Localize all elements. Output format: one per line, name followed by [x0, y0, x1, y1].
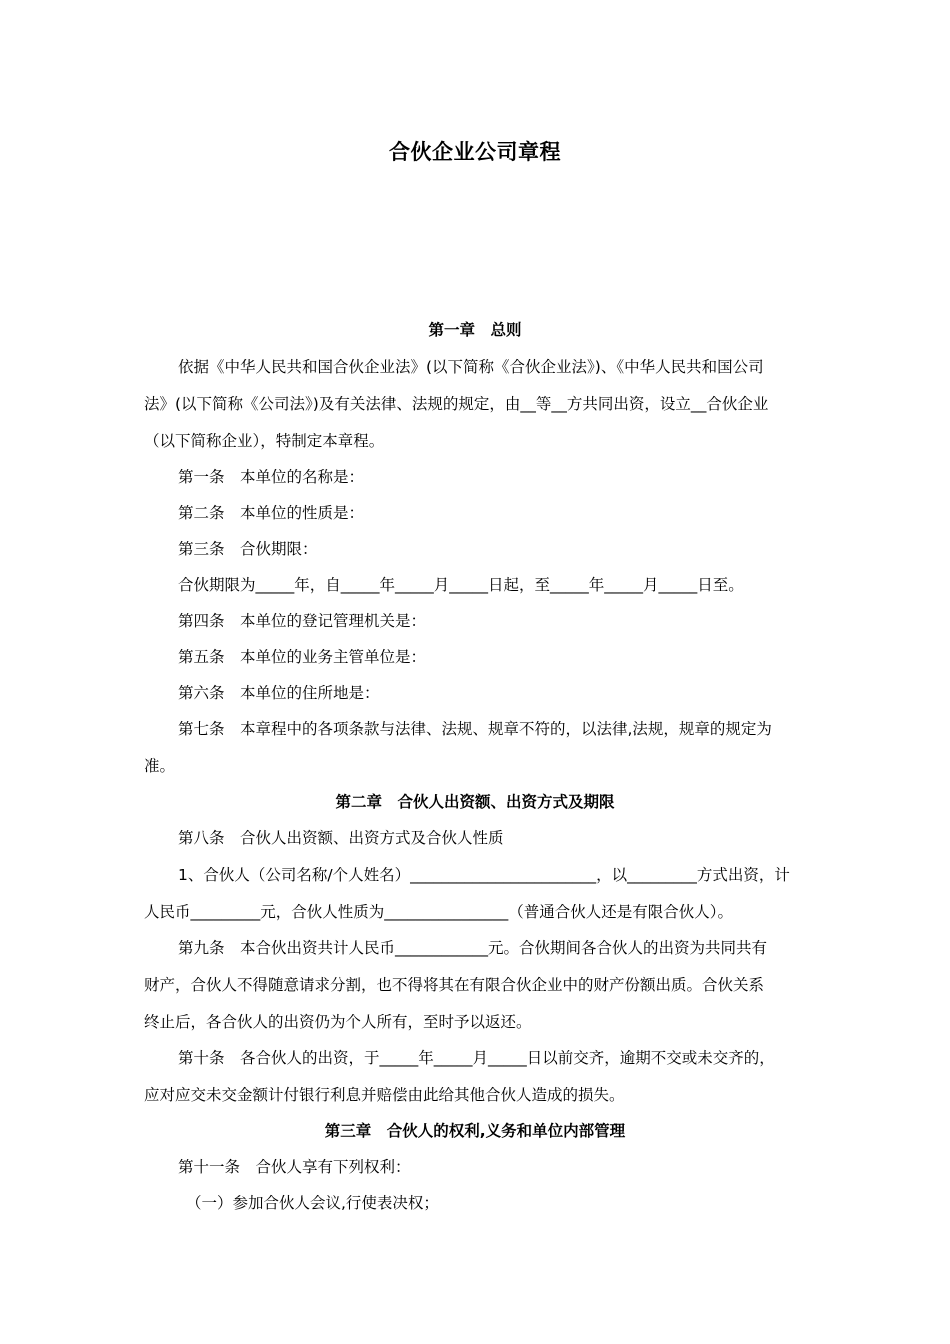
- article-3-term: 合伙期限为_____年，自_____年_____月_____日起，至_____年_____月_____日至。: [178, 576, 744, 594]
- article-7-line-1: 第七条 本章程中的各项条款与法律、法规、规章不符的，以法律,法规，规章的规定为: [178, 720, 772, 738]
- article-7-line-2: 准。: [144, 757, 176, 775]
- article-8-item-1-line-1: 1、合伙人（公司名称/个人姓名）________________________，以_________方式出资，计: [178, 866, 790, 884]
- article-9-line-1: 第九条 本合伙出资共计人民币____________元。合伙期间各合伙人的出资为共同共有: [178, 939, 768, 957]
- document-title: 合伙企业公司章程: [389, 140, 561, 164]
- article-10-line-1: 第十条 各合伙人的出资，于_____年_____月_____日以前交齐，逾期不交或未交齐的，: [178, 1049, 775, 1067]
- article-8: 第八条 合伙人出资额、出资方式及合伙人性质: [178, 829, 504, 847]
- article-3: 第三条 合伙期限：: [178, 540, 318, 558]
- article-2: 第二条 本单位的性质是：: [178, 504, 365, 522]
- chapter-3-heading: 第三章 合伙人的权利,义务和单位内部管理: [324, 1122, 626, 1140]
- preamble-line-3: （以下简称企业），特制定本章程。: [144, 432, 385, 450]
- article-1: 第一条 本单位的名称是：: [178, 468, 365, 486]
- chapter-1-heading: 第一章 总则: [428, 321, 522, 339]
- article-11-item-1: （一）参加合伙人会议,行使表决权；: [186, 1194, 439, 1212]
- chapter-2-heading: 第二章 合伙人出资额、出资方式及期限: [335, 793, 615, 811]
- article-9-line-3: 终止后，各合伙人的出资仍为个人所有，至时予以返还。: [144, 1013, 532, 1031]
- article-4: 第四条 本单位的登记管理机关是：: [178, 612, 427, 630]
- article-11: 第十一条 合伙人享有下列权利：: [178, 1158, 411, 1176]
- preamble-line-2: 法》(以下简称《公司法》)及有关法律、法规的规定，由__等__方共同出资，设立__合伙企业: [144, 395, 769, 413]
- preamble-line-1: 依据《中华人民共和国合伙企业法》(以下简称《合伙企业法》)、《中华人民共和国公司: [178, 358, 764, 376]
- article-5: 第五条 本单位的业务主管单位是：: [178, 648, 427, 666]
- article-6: 第六条 本单位的住所地是：: [178, 684, 380, 702]
- article-8-item-1-line-2: 人民币_________元，合伙人性质为________________（普通合伙人还是有限合伙人）。: [144, 903, 734, 921]
- article-10-line-2: 应对应交未交金额计付银行利息并赔偿由此给其他合伙人造成的损失。: [144, 1086, 625, 1104]
- article-9-line-2: 财产，合伙人不得随意请求分割，也不得将其在有限合伙企业中的财产份额出质。合伙关系: [144, 976, 765, 994]
